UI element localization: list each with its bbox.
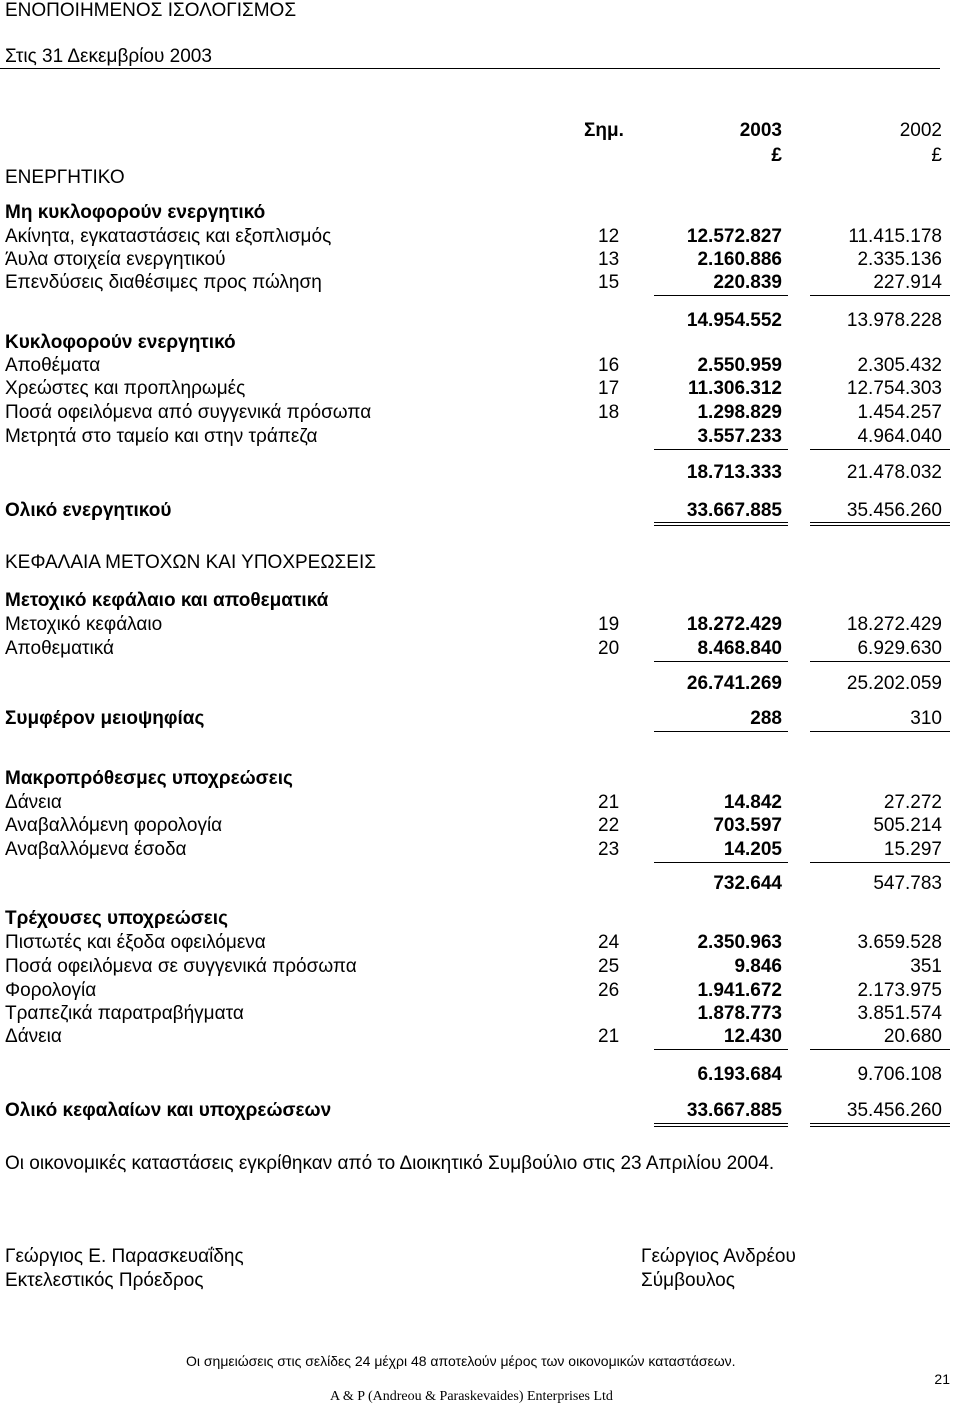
row-label: Αναβαλλόμενα έσοδα [5,839,187,860]
row-note: 21 [598,792,620,813]
row-value-2002: 6.929.630 [857,638,942,659]
minority-rule-2003 [654,731,788,732]
total-double-rule-2002 [810,1126,950,1127]
row-label: Μετοχικό κεφάλαιο [5,614,163,635]
currentliab-total-2002: 9.706.108 [857,1064,942,1085]
subtotal-rule-2002 [810,449,950,450]
minority-label: Συμφέρον μειοψηφίας [5,708,205,729]
current-total-2002: 21.478.032 [846,462,942,483]
total-double-rule-2002 [810,525,950,526]
row-value-2003: 3.557.233 [697,426,782,447]
subtotal-rule-2003 [654,295,788,296]
row-label: Φορολογία [5,980,97,1001]
minority-2002: 310 [910,708,942,729]
total-assets-label: Ολικό ενεργητικού [5,500,172,521]
page-title: ΕΝΟΠΟΙΗΜΕΝΟΣ ΙΣΟΛΟΓΙΣΜΟΣ [5,0,297,21]
row-value-2003: 9.846 [734,956,782,977]
noncurrent-heading: Μη κυκλοφορούν ενεργητικό [5,202,266,223]
minority-2003: 288 [750,708,782,729]
balance-date: Στις 31 Δεκεμβρίου 2003 [5,46,212,67]
row-value-2002: 20.680 [883,1026,942,1047]
row-value-2003: 220.839 [713,272,782,293]
equity-total-2002: 25.202.059 [846,673,942,694]
row-value-2003: 18.272.429 [686,614,782,635]
subtotal-rule-2002 [810,1049,950,1050]
page-number: 21 [934,1371,950,1387]
total-equity-liabilities-2003: 33.667.885 [686,1100,782,1121]
approval-statement: Οι οικονομικές καταστάσεις εγκρίθηκαν από το Διοικητικό Συμβούλιο στις 23 Απριλίου 2004. [5,1153,775,1174]
total-rule-2003 [654,1123,788,1124]
row-value-2003: 11.306.312 [687,378,782,399]
subtotal-rule-2003 [654,449,788,450]
subtotal-rule-2003 [654,862,788,863]
row-value-2003: 8.468.840 [697,638,782,659]
row-label: Μετρητά στο ταμείο και στην τράπεζα [5,426,318,447]
row-note: 22 [598,815,620,836]
row-note: 25 [598,956,620,977]
section-assets: ΕΝΕΡΓΗΤΙΚΟ [5,167,125,188]
row-value-2002: 351 [910,956,942,977]
row-value-2002: 1.454.257 [857,402,942,423]
longterm-total-2002: 547.783 [873,873,942,894]
row-value-2003: 2.160.886 [697,249,782,270]
row-value-2002: 12.754.303 [846,378,942,399]
row-note: 20 [598,638,620,659]
subtotal-rule-2002 [810,862,950,863]
noncurrent-total-2003: 14.954.552 [686,310,782,331]
row-label: Άυλα στοιχεία ενεργητικού [5,249,226,270]
total-rule-2003 [654,522,788,523]
signatory-name: Γεώργιος Ε. Παρασκευαΐδης [5,1246,244,1267]
row-value-2002: 2.335.136 [857,249,942,270]
currentliab-heading: Τρέχουσες υποχρεώσεις [5,908,228,929]
equity-total-2003: 26.741.269 [686,673,782,694]
row-label: Ακίνητα, εγκαταστάσεις και εξοπλισμός [5,226,332,247]
row-value-2002: 2.173.975 [857,980,942,1001]
row-label: Αναβαλλόμενη φορολογία [5,815,223,836]
row-value-2002: 15.297 [883,839,942,860]
total-rule-2002 [810,1123,950,1124]
total-double-rule-2003 [654,525,788,526]
row-label: Ποσά οφειλόμενα σε συγγενικά πρόσωπα [5,956,357,977]
row-note: 15 [598,272,620,293]
currency-2002: £ [931,145,942,166]
header-rule [0,68,940,69]
row-label: Δάνεια [5,792,62,813]
col-header-2003: 2003 [739,120,782,141]
currency-2003: £ [771,145,782,166]
row-value-2002: 11.415.178 [848,226,942,247]
equity-heading: Μετοχικό κεφάλαιο και αποθεματικά [5,590,329,611]
row-note: 16 [598,355,620,376]
col-header-2002: 2002 [899,120,942,141]
row-value-2002: 27.272 [883,792,942,813]
row-value-2002: 2.305.432 [857,355,942,376]
row-value-2003: 1.941.672 [697,980,782,1001]
row-value-2003: 12.572.827 [686,226,782,247]
row-value-2003: 1.298.829 [697,402,782,423]
longterm-total-2003: 732.644 [713,873,782,894]
row-label: Αποθεματικά [5,638,115,659]
row-note: 24 [598,932,620,953]
row-note: 21 [598,1026,620,1047]
row-label: Επενδύσεις διαθέσιμες προς πώληση [5,272,322,293]
row-label: Αποθέματα [5,355,101,376]
subtotal-rule-2002 [810,661,950,662]
row-value-2003: 703.597 [713,815,782,836]
total-equity-liabilities-label: Ολικό κεφαλαίων και υποχρεώσεων [5,1100,332,1121]
row-label: Χρεώστες και προπληρωμές [5,378,246,399]
row-note: 19 [598,614,620,635]
row-note: 26 [598,980,620,1001]
row-value-2003: 12.430 [723,1026,782,1047]
row-label: Δάνεια [5,1026,62,1047]
current-total-2003: 18.713.333 [686,462,782,483]
row-value-2003: 1.878.773 [697,1003,782,1024]
row-value-2003: 2.550.959 [697,355,782,376]
minority-rule-2002 [810,731,950,732]
row-value-2002: 4.964.040 [857,426,942,447]
subtotal-rule-2003 [654,661,788,662]
row-note: 17 [598,378,620,399]
longterm-heading: Μακροπρόθεσμες υποχρεώσεις [5,768,293,789]
row-label: Ποσά οφειλόμενα από συγγενικά πρόσωπα [5,402,372,423]
row-label: Τραπεζικά παρατραβήγματα [5,1003,244,1024]
row-value-2002: 18.272.429 [846,614,942,635]
row-value-2002: 505.214 [873,815,942,836]
total-rule-2002 [810,522,950,523]
footer-company: A & P (Andreou & Paraskevaides) Enterprises Ltd [330,1389,613,1404]
current-heading: Κυκλοφορούν ενεργητικό [5,332,236,353]
row-note: 12 [598,226,620,247]
row-value-2002: 3.659.528 [857,932,942,953]
row-value-2002: 3.851.574 [857,1003,942,1024]
signatory-role: Εκτελεστικός Πρόεδρος [5,1270,204,1291]
col-header-note: Σημ. [584,120,624,141]
section-equity-liabilities: ΚΕΦΑΛΑΙΑ ΜΕΤΟΧΩΝ ΚΑΙ ΥΠΟΧΡΕΩΣΕΙΣ [5,552,376,573]
subtotal-rule-2002 [810,295,950,296]
row-label: Πιστωτές και έξοδα οφειλόμενα [5,932,266,953]
footer-notes: Οι σημειώσεις στις σελίδες 24 μέχρι 48 αποτελούν μέρος των οικονομικών καταστάσεων. [186,1353,736,1369]
row-note: 13 [598,249,620,270]
row-value-2003: 14.205 [723,839,782,860]
signatory-role: Σύμβουλος [641,1270,735,1291]
total-double-rule-2003 [654,1126,788,1127]
row-note: 18 [598,402,620,423]
signatory-name: Γεώργιος Ανδρέου [641,1246,796,1267]
row-value-2002: 227.914 [873,272,942,293]
total-assets-2003: 33.667.885 [686,500,782,521]
noncurrent-total-2002: 13.978.228 [846,310,942,331]
row-value-2003: 2.350.963 [697,932,782,953]
total-assets-2002: 35.456.260 [846,500,942,521]
total-equity-liabilities-2002: 35.456.260 [846,1100,942,1121]
row-value-2003: 14.842 [723,792,782,813]
subtotal-rule-2003 [654,1049,788,1050]
currentliab-total-2003: 6.193.684 [697,1064,782,1085]
row-note: 23 [598,839,620,860]
